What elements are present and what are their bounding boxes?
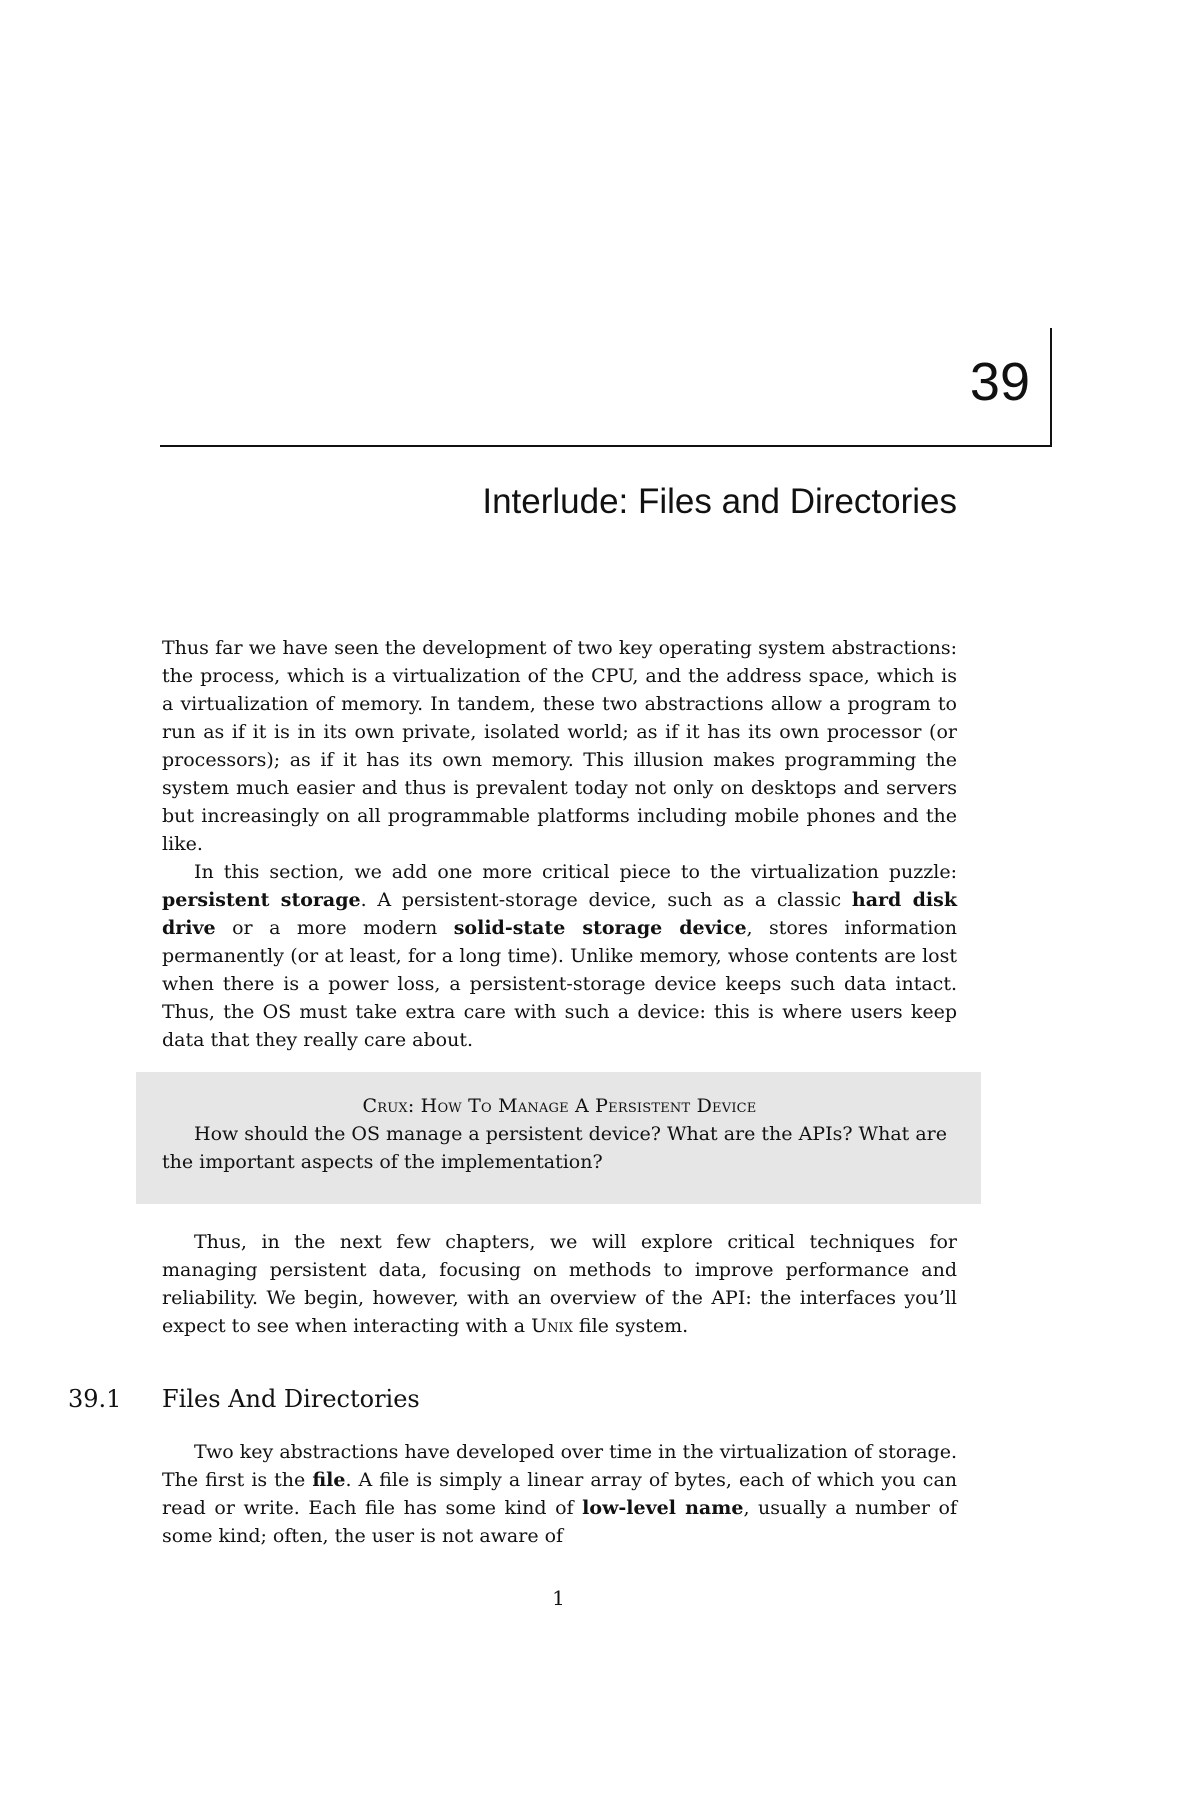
chapter-title: Interlude: Files and Directories <box>482 482 957 521</box>
intro-section <box>162 634 957 1054</box>
chapter-rule-horizontal <box>160 445 1052 447</box>
section-paragraph-text: Two key abstractions have developed over time in the virtualization of storage. The first is the <box>162 1441 957 1491</box>
term-unix: Unix <box>531 1315 573 1337</box>
crux-body: How should the OS manage a persistent device? What are the APIs? What are the important aspects of the implementation? <box>162 1123 947 1173</box>
term-persistent-storage: persistent storage <box>162 889 361 911</box>
intro-paragraph-2-text: In this section, we add one more critical piece to the virtualization puzzle: <box>194 861 957 883</box>
section-heading <box>68 1383 968 1415</box>
section-paragraph-text: . A file is simply a linear array of bytes, each of which you can read or write. Each file has some kind of <box>162 1469 958 1519</box>
term-solid-state-storage-device: solid-state storage device <box>453 917 747 939</box>
intro-paragraph-2-text: . A persistent-storage device, such as a classic <box>360 889 852 911</box>
intro-paragraph-1: Thus far we have seen the development of two key operating system abstractions: the process, which is a virtualization of the CPU, and the address space, which is a virtualization of memory. In tandem, these two abstractions allow a program to run as if it is in its own private, isolated world; as if it has its own processor (or processors); as if it has its own memory. This illusion makes programming the system much easier and thus is prevalent today not only on desktops and servers but increasingly on all programmable platforms including mobile phones and the like. <box>162 637 957 855</box>
intro-paragraph-2-text: or a more modern <box>215 917 454 939</box>
section-body <box>162 1438 957 1550</box>
term-file: file <box>312 1469 346 1491</box>
chapter-number: 39 <box>969 352 1030 412</box>
term-hard-disk-drive: hard disk drive <box>162 889 958 939</box>
post-crux-section <box>162 1228 957 1340</box>
page-number: 1 <box>552 1586 565 1610</box>
intro-paragraph-2 <box>162 858 957 1054</box>
post-crux-text: Thus, in the next few chapters, we will explore critical techniques for managing persistent data, focusing on methods to improve performance and reliability. We begin, however, with an overview of the API: the interfaces you’ll expect to see when interacting with a <box>162 1231 957 1337</box>
crux-title: Crux: How To Manage A Persistent Device <box>362 1095 757 1117</box>
term-low-level-name: low-level name <box>582 1497 744 1519</box>
post-crux-paragraph <box>162 1228 957 1340</box>
chapter-rule-vertical <box>1050 328 1052 447</box>
section-title: Files And Directories <box>162 1385 420 1413</box>
section-number: 39.1 <box>68 1385 122 1413</box>
crux-box <box>136 1072 981 1204</box>
post-crux-text: file system. <box>572 1315 689 1337</box>
crux-content <box>162 1092 957 1176</box>
section-paragraph <box>162 1438 957 1550</box>
section-paragraph-text: , usually a number of some kind; often, the user is not aware of <box>162 1497 957 1547</box>
intro-paragraph-2-text: , stores information permanently (or at least, for a long time). Unlike memory, whose contents are lost when there is a power loss, a persistent-storage device keeps such data intact. Thus, the OS must take extra care with such a device: this is where users keep data that they really care about. <box>162 917 957 1051</box>
